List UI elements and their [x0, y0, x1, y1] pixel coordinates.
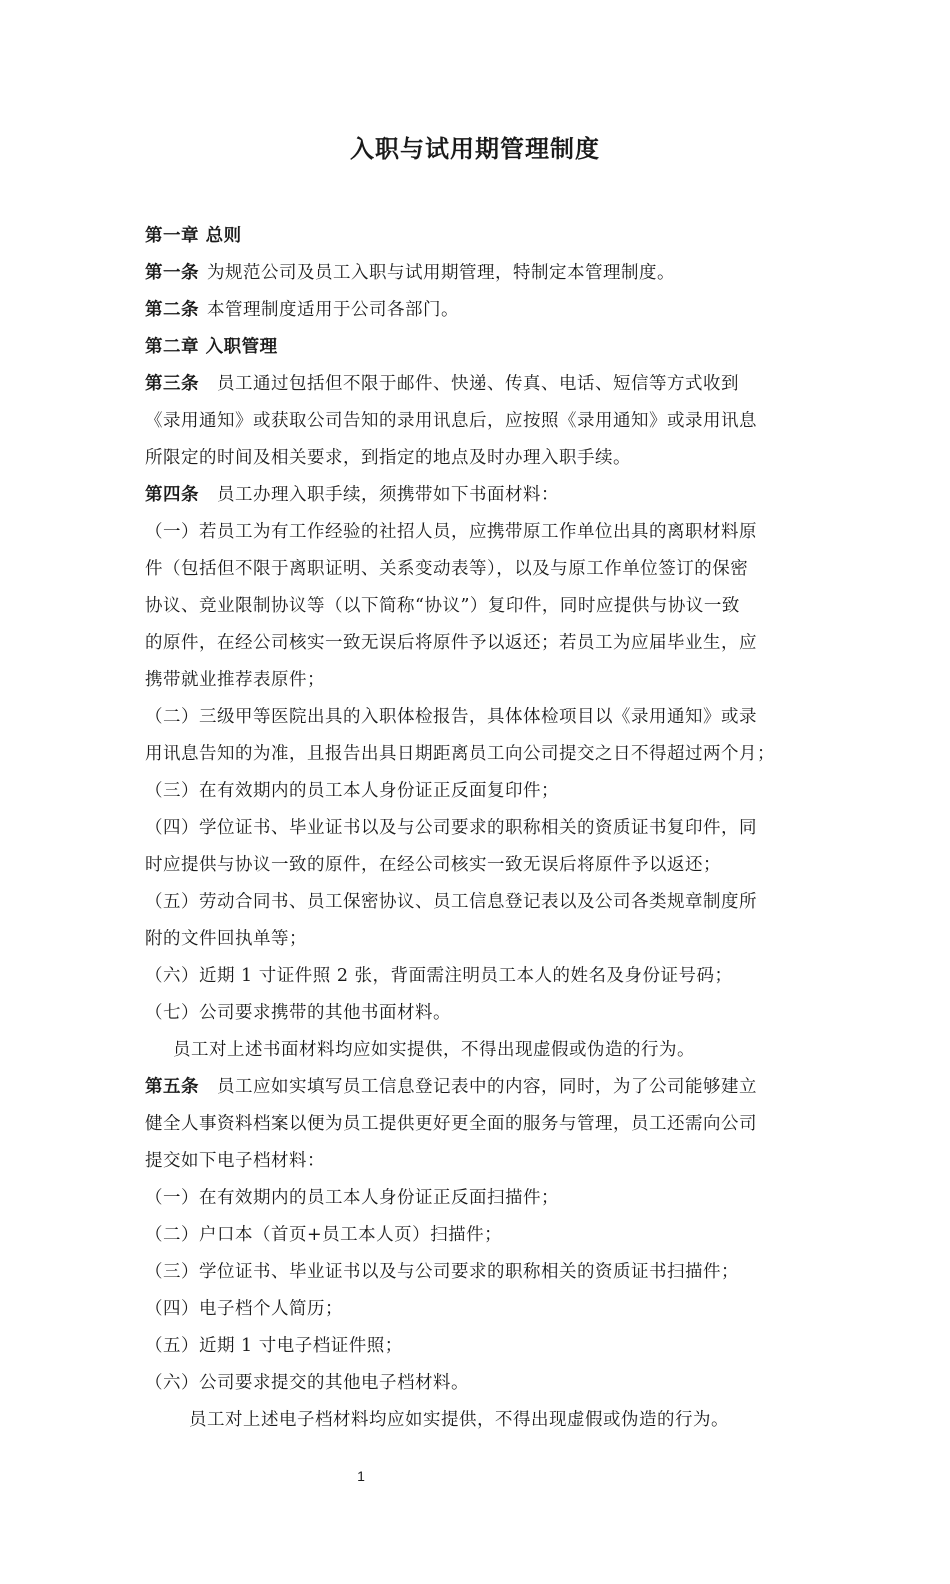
list-item: （四）学位证书、毕业证书以及与公司要求的职称相关的资质证书复印件，同 [145, 818, 757, 838]
list-item: （一）若员工为有工作经验的社招人员，应携带原工作单位出具的离职材料原 [145, 522, 757, 542]
list-item: （三）学位证书、毕业证书以及与公司要求的职称相关的资质证书扫描件； [145, 1262, 739, 1282]
list-item: （一）在有效期内的员工本人身份证正反面扫描件； [145, 1188, 559, 1208]
article-5 [145, 1069, 805, 1106]
article-4 [145, 477, 805, 514]
list-item-continuation: 携带就业推荐表原件； [145, 670, 325, 690]
page-number: 1 [357, 1468, 365, 1484]
article-closing: 员工对上述电子档材料均应如实提供，不得出现虚假或伪造的行为。 [189, 1410, 729, 1430]
article-3 [145, 366, 805, 403]
list-item: （五）劳动合同书、员工保密协议、员工信息登记表以及公司各类规章制度所 [145, 892, 757, 912]
list-item-continuation: 时应提供与协议一致的原件，在经公司核实一致无误后将原件予以返还； [145, 855, 721, 875]
document-body [145, 218, 805, 1439]
article-text: 为规范公司及员工入职与试用期管理，特制定本管理制度。 [207, 263, 675, 283]
list-item-continuation: 附的文件回执单等； [145, 929, 307, 949]
article-1 [145, 255, 805, 292]
article-text: 员工应如实填写员工信息登记表中的内容，同时，为了公司能够建立 [217, 1077, 757, 1097]
article-closing: 员工对上述书面材料均应如实提供，不得出现虚假或伪造的行为。 [173, 1040, 695, 1060]
list-item: （六）近期 1 寸证件照 2 张，背面需注明员工本人的姓名及身份证号码； [145, 966, 733, 986]
list-item: （五）近期 1 寸电子档证件照； [145, 1336, 403, 1356]
article-label: 第四条 [145, 485, 199, 505]
list-item: （四）电子档个人简历； [145, 1299, 343, 1319]
list-item: （三）在有效期内的员工本人身份证正反面复印件； [145, 781, 559, 801]
list-item: （六）公司要求提交的其他电子档材料。 [145, 1373, 469, 1393]
chapter-heading: 第二章 入职管理 [145, 337, 278, 357]
article-label: 第五条 [145, 1077, 199, 1097]
article-label: 第二条 [145, 300, 199, 320]
list-item-continuation: 件（包括但不限于离职证明、关系变动表等），以及与原工作单位签订的保密 [145, 559, 749, 579]
list-item: （七）公司要求携带的其他书面材料。 [145, 1003, 451, 1023]
list-item-continuation: 协议、竞业限制协议等（以下简称“协议”）复印件，同时应提供与协议一致 [145, 596, 740, 616]
list-item: （二）户口本（首页+员工本人页）扫描件； [145, 1225, 503, 1245]
article-text: 员工通过包括但不限于邮件、快递、传真、电话、短信等方式收到 [217, 374, 739, 394]
article-text-line: 提交如下电子档材料： [145, 1151, 325, 1171]
document-title: 入职与试用期管理制度 [350, 134, 600, 163]
article-label: 第一条 [145, 263, 199, 283]
chapter-heading: 第一章 总则 [145, 226, 242, 246]
list-item-continuation: 的原件，在经公司核实一致无误后将原件予以返还；若员工为应届毕业生，应 [145, 633, 757, 653]
article-text: 本管理制度适用于公司各部门。 [207, 300, 459, 320]
article-text-line: 《录用通知》或获取公司告知的录用讯息后，应按照《录用通知》或录用讯息 [145, 411, 757, 431]
article-text-line: 健全人事资料档案以便为员工提供更好更全面的服务与管理，员工还需向公司 [145, 1114, 757, 1134]
list-item-continuation: 用讯息告知的为准，且报告出具日期距离员工向公司提交之日不得超过两个月； [145, 744, 775, 764]
article-label: 第三条 [145, 374, 199, 394]
list-item: （二）三级甲等医院出具的入职体检报告，具体体检项目以《录用通知》或录 [145, 707, 757, 727]
article-text: 员工办理入职手续，须携带如下书面材料： [217, 485, 559, 505]
article-2 [145, 292, 805, 329]
article-text-line: 所限定的时间及相关要求，到指定的地点及时办理入职手续。 [145, 448, 631, 468]
